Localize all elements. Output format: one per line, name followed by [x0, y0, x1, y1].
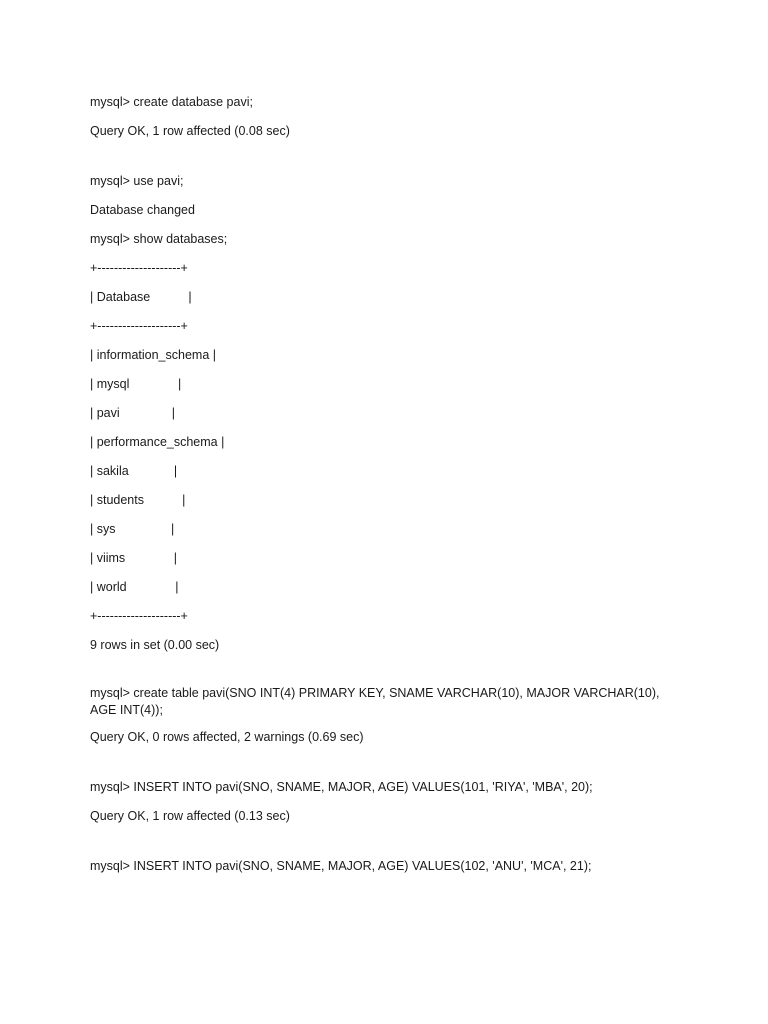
document-body — [90, 92, 680, 885]
command-line: mysql> use pavi; — [90, 174, 184, 188]
blank-line — [90, 756, 680, 777]
table-row: | students | — [90, 493, 186, 507]
table-row: | mysql | — [90, 377, 182, 391]
table-row: | sys | — [90, 522, 175, 536]
blank-line — [90, 835, 680, 856]
table-row: | viims | — [90, 551, 178, 565]
table-row: | performance_schema | — [90, 435, 225, 449]
table-row: | sakila | — [90, 464, 178, 478]
blank-line — [90, 150, 680, 171]
command-line: mysql> create table pavi(SNO INT(4) PRIMARY KEY, SNAME VARCHAR(10), MAJOR VARCHAR(10), AGE INT(4)); — [90, 686, 663, 717]
command-line: mysql> show databases; — [90, 232, 228, 246]
table-row: | pavi | — [90, 406, 175, 420]
output-line: Query OK, 1 row affected (0.08 sec) — [90, 124, 290, 138]
blank-line — [90, 664, 680, 685]
command-line: mysql> INSERT INTO pavi(SNO, SNAME, MAJOR, AGE) VALUES(102, 'ANU', 'MCA', 21); — [90, 859, 592, 873]
command-line: mysql> INSERT INTO pavi(SNO, SNAME, MAJOR, AGE) VALUES(101, 'RIYA', 'MBA', 20); — [90, 780, 593, 794]
command-line: mysql> create database pavi; — [90, 95, 253, 109]
output-line: Query OK, 0 rows affected, 2 warnings (0.69 sec) — [90, 730, 364, 744]
table-border-line: +--------------------+ — [90, 319, 188, 333]
table-row: | world | — [90, 580, 179, 594]
table-border-line: +--------------------+ — [90, 609, 188, 623]
table-header-line: | Database | — [90, 290, 192, 304]
output-line: 9 rows in set (0.00 sec) — [90, 638, 220, 652]
output-line: Database changed — [90, 203, 195, 217]
output-line: Query OK, 1 row affected (0.13 sec) — [90, 809, 290, 823]
table-row: | information_schema | — [90, 348, 216, 362]
table-border-line: +--------------------+ — [90, 261, 188, 275]
